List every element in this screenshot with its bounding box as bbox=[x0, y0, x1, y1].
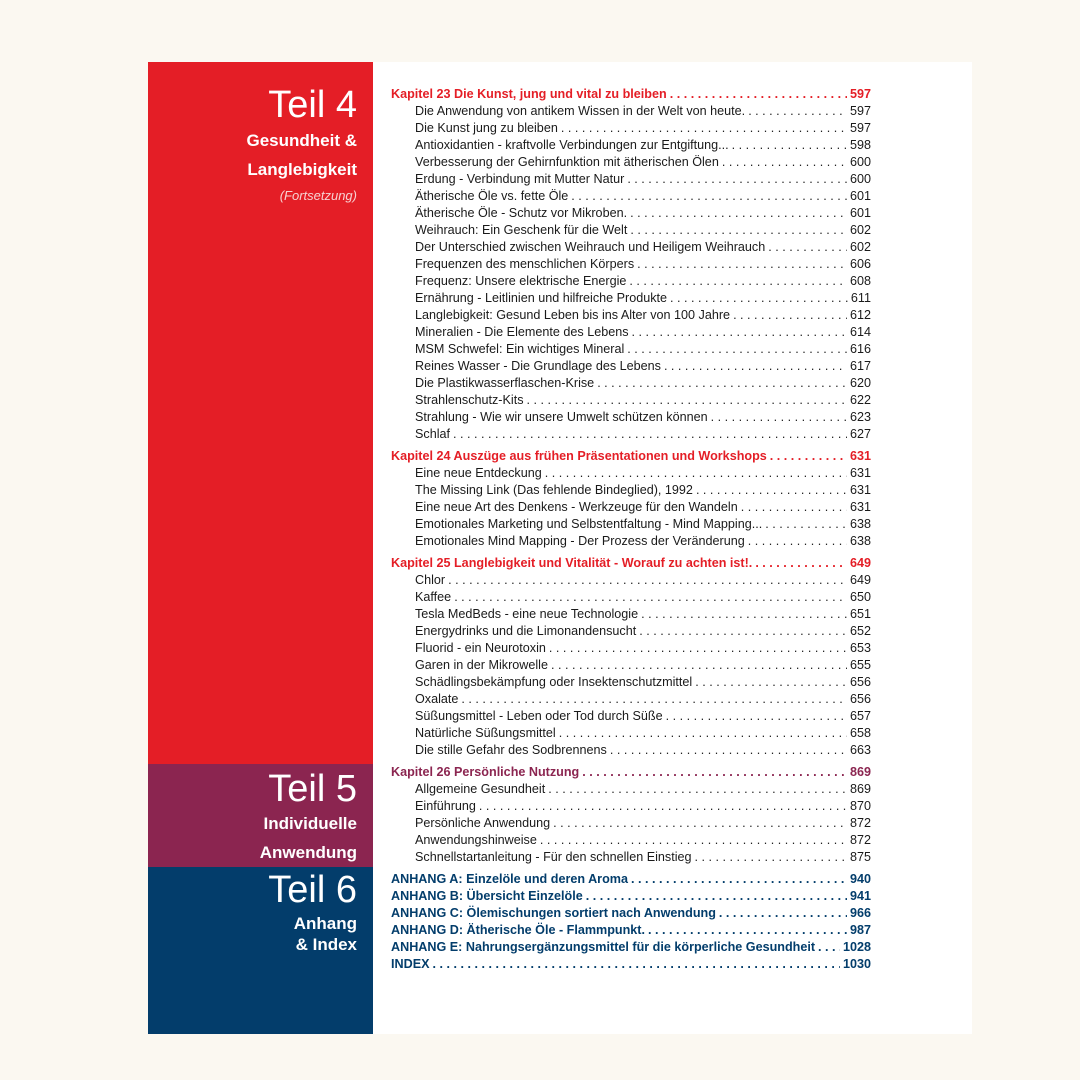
toc-entry-page: 870 bbox=[849, 799, 871, 813]
toc-entry-page: 869 bbox=[849, 782, 871, 796]
dot-leader bbox=[586, 889, 847, 904]
appendix-entry-title: INDEX bbox=[391, 957, 430, 971]
toc-entry-title: Anwendungshinweise bbox=[415, 833, 537, 847]
toc-entry-page: 631 bbox=[849, 500, 871, 514]
toc-entry-page: 616 bbox=[849, 342, 871, 356]
dot-leader bbox=[748, 104, 847, 119]
dot-leader bbox=[551, 658, 847, 673]
part5-subtitle-line1: Individuelle bbox=[263, 814, 357, 833]
dot-leader bbox=[733, 308, 847, 323]
dot-leader bbox=[549, 641, 847, 656]
dot-leader bbox=[637, 257, 847, 272]
dot-leader bbox=[722, 155, 847, 170]
toc-entry-page: 612 bbox=[849, 308, 871, 322]
dot-leader bbox=[582, 765, 847, 780]
toc-entry[interactable] bbox=[391, 391, 871, 408]
toc-entry-title: Strahlenschutz-Kits bbox=[415, 393, 524, 407]
appendix-entry-page: 1030 bbox=[842, 957, 871, 971]
toc-entry-title: Der Unterschied zwischen Weihrauch und Heiligem Weihrauch bbox=[415, 240, 766, 254]
toc-entry-title: Antioxidantien - kraftvolle Verbindungen zur Entgiftung... bbox=[415, 138, 729, 152]
appendix-entry[interactable] bbox=[391, 887, 871, 904]
dot-leader bbox=[696, 483, 847, 498]
toc-entry-page: 656 bbox=[849, 675, 871, 689]
toc-entry-page: 638 bbox=[849, 534, 871, 548]
toc-entry-page: 638 bbox=[849, 517, 871, 531]
toc-entry[interactable] bbox=[391, 741, 871, 758]
toc-entry[interactable] bbox=[391, 323, 871, 340]
toc-entry-page: 872 bbox=[849, 816, 871, 830]
toc-entry-page: 651 bbox=[849, 607, 871, 621]
toc-entry-page: 663 bbox=[849, 743, 871, 757]
dot-leader bbox=[454, 590, 847, 605]
toc-entry[interactable] bbox=[391, 724, 871, 741]
toc-entry[interactable] bbox=[391, 707, 871, 724]
toc-entry-title: Fluorid - ein Neurotoxin bbox=[415, 641, 546, 655]
appendix-entry-page: 987 bbox=[849, 923, 871, 937]
toc-entry-page: 622 bbox=[849, 393, 871, 407]
toc-entry-page: 658 bbox=[849, 726, 871, 740]
toc-entry[interactable] bbox=[391, 498, 871, 515]
toc-entry-title: Die Plastikwasserflaschen-Krise bbox=[415, 376, 595, 390]
dot-leader bbox=[559, 726, 847, 741]
toc-entry-page: 631 bbox=[849, 483, 871, 497]
dot-leader bbox=[719, 906, 847, 921]
toc-entry-title: The Missing Link (Das fehlende Bindeglied), 1992 bbox=[415, 483, 693, 497]
toc-entry-page: 611 bbox=[850, 291, 871, 305]
part4-continuation-note: (Fortsetzung) bbox=[279, 188, 357, 203]
toc-entry[interactable] bbox=[391, 464, 871, 481]
dot-leader bbox=[540, 833, 847, 848]
dot-leader bbox=[453, 427, 847, 442]
toc-entry-title: Oxalate bbox=[415, 692, 459, 706]
toc-entry-title: Verbesserung der Gehirnfunktion mit ätherischen Ölen bbox=[415, 155, 719, 169]
chapter-heading-ch24[interactable] bbox=[391, 447, 871, 464]
dot-leader bbox=[648, 923, 847, 938]
toc-entry[interactable] bbox=[391, 622, 871, 639]
toc-entry-page: 623 bbox=[849, 410, 871, 424]
appendix-entry-title: ANHANG A: Einzelöle und deren Aroma bbox=[391, 872, 628, 886]
toc-entry[interactable] bbox=[391, 588, 871, 605]
dot-leader bbox=[527, 393, 847, 408]
appendix-entry-page: 940 bbox=[849, 872, 871, 886]
dot-leader bbox=[666, 709, 847, 724]
toc-entry[interactable] bbox=[391, 814, 871, 831]
toc-entry-title: Einführung bbox=[415, 799, 476, 813]
toc-entry[interactable] bbox=[391, 532, 871, 549]
toc-entry-title: Die Kunst jung zu bleiben bbox=[415, 121, 558, 135]
toc-entry-title: Eine neue Art des Denkens - Werkzeuge für den Wandeln bbox=[415, 500, 738, 514]
toc-entry[interactable] bbox=[391, 831, 871, 848]
toc-entry-title: Ätherische Öle - Schutz vor Mikroben. bbox=[415, 206, 628, 220]
dot-leader bbox=[670, 87, 847, 102]
dot-leader bbox=[630, 223, 847, 238]
toc-entry-page: 649 bbox=[849, 573, 871, 587]
toc-entry[interactable] bbox=[391, 374, 871, 391]
toc-entry-title: Die Anwendung von antikem Wissen in der Welt von heute. bbox=[415, 104, 746, 118]
toc-entry[interactable] bbox=[391, 187, 871, 204]
toc-entry-title: Weihrauch: Ein Geschenk für die Welt bbox=[415, 223, 628, 237]
toc-entry-title: Ernährung - Leitlinien und hilfreiche Produkte bbox=[415, 291, 668, 305]
toc-entry-page: 602 bbox=[849, 223, 871, 237]
appendix-entry[interactable] bbox=[391, 955, 871, 972]
toc-entry[interactable] bbox=[391, 515, 871, 532]
toc-entry[interactable] bbox=[391, 481, 871, 498]
appendix-entry-page: 1028 bbox=[842, 940, 871, 954]
toc-entry-page: 653 bbox=[849, 641, 871, 655]
part5-title: Teil 5 bbox=[268, 768, 357, 810]
toc-entry[interactable] bbox=[391, 425, 871, 442]
toc-entry[interactable] bbox=[391, 119, 871, 136]
part6-subtitle-line2: & Index bbox=[295, 935, 357, 954]
toc-entry[interactable] bbox=[391, 102, 871, 119]
dot-leader bbox=[627, 342, 847, 357]
toc-entry-title: MSM Schwefel: Ein wichtiges Mineral bbox=[415, 342, 625, 356]
toc-entry-page: 657 bbox=[849, 709, 871, 723]
dot-leader bbox=[630, 206, 847, 221]
dot-leader bbox=[748, 534, 847, 549]
toc-entry[interactable] bbox=[391, 136, 871, 153]
toc-entry-title: Persönliche Anwendung bbox=[415, 816, 551, 830]
dot-leader bbox=[741, 500, 847, 515]
part5-band bbox=[148, 764, 373, 867]
toc-entry-title: Schädlingsbekämpfung oder Insektenschutzmittel bbox=[415, 675, 693, 689]
dot-leader bbox=[664, 359, 847, 374]
dot-leader bbox=[545, 466, 847, 481]
toc-entry-page: 655 bbox=[849, 658, 871, 672]
toc-entry[interactable] bbox=[391, 408, 871, 425]
toc-entry-page: 600 bbox=[849, 172, 871, 186]
toc-entry-page: 597 bbox=[849, 104, 871, 118]
toc-entry-page: 608 bbox=[849, 274, 871, 288]
toc-entry[interactable] bbox=[391, 673, 871, 690]
chapter-heading-ch26-page: 869 bbox=[849, 765, 871, 779]
chapter-heading-ch25-title: Kapitel 25 Langlebigkeit und Vitalität - Worauf zu achten ist!. bbox=[391, 556, 753, 570]
toc-entry[interactable] bbox=[391, 780, 871, 797]
toc-entry[interactable] bbox=[391, 238, 871, 255]
toc-entry[interactable] bbox=[391, 571, 871, 588]
toc-entry[interactable] bbox=[391, 221, 871, 238]
toc-entry[interactable] bbox=[391, 656, 871, 673]
toc-entry[interactable] bbox=[391, 204, 871, 221]
toc-entry[interactable] bbox=[391, 639, 871, 656]
toc-entry[interactable] bbox=[391, 306, 871, 323]
toc-entry-page: 597 bbox=[849, 121, 871, 135]
toc-entry-page: 600 bbox=[849, 155, 871, 169]
appendix-entry-title: ANHANG E: Nahrungsergänzungsmittel für die körperliche Gesundheit bbox=[391, 940, 816, 954]
dot-leader bbox=[695, 675, 847, 690]
toc-entry[interactable] bbox=[391, 340, 871, 357]
toc-entry-title: Süßungsmittel - Leben oder Tod durch Süße bbox=[415, 709, 663, 723]
chapter-heading-ch23[interactable] bbox=[391, 85, 871, 102]
toc-entry-title: Mineralien - Die Elemente des Lebens bbox=[415, 325, 629, 339]
part4-subtitle-line1: Gesundheit & bbox=[246, 131, 357, 150]
toc-entry[interactable] bbox=[391, 690, 871, 707]
chapter-heading-ch23-title: Kapitel 23 Die Kunst, jung und vital zu bleiben bbox=[391, 87, 667, 101]
part4-subtitle-line2: Langlebigkeit bbox=[247, 160, 357, 179]
toc-entry[interactable] bbox=[391, 153, 871, 170]
toc-entry[interactable] bbox=[391, 289, 871, 306]
toc-entry-title: Schlaf bbox=[415, 427, 451, 441]
dot-leader bbox=[479, 799, 847, 814]
toc-entry[interactable] bbox=[391, 272, 871, 289]
toc-entry-title: Natürliche Süßungsmittel bbox=[415, 726, 556, 740]
dot-leader bbox=[597, 376, 847, 391]
dot-leader bbox=[627, 172, 847, 187]
dot-leader bbox=[768, 240, 847, 255]
toc-entry-title: Reines Wasser - Die Grundlage des Lebens bbox=[415, 359, 661, 373]
toc-entry[interactable] bbox=[391, 848, 871, 865]
toc-entry-title: Chlor bbox=[415, 573, 446, 587]
toc-entry-title: Kaffee bbox=[415, 590, 452, 604]
dot-leader bbox=[561, 121, 847, 136]
appendix-entry-title: ANHANG C: Ölemischungen sortiert nach Anwendung bbox=[391, 906, 716, 920]
toc-entry-title: Garen in der Mikrowelle bbox=[415, 658, 548, 672]
toc-entry-title: Emotionales Mind Mapping - Der Prozess der Veränderung bbox=[415, 534, 745, 548]
part5-subtitle-line2: Anwendung bbox=[259, 843, 357, 862]
dot-leader bbox=[765, 517, 847, 532]
dot-leader bbox=[818, 940, 840, 955]
toc-entry-title: Emotionales Marketing und Selbstentfaltung - Mind Mapping... bbox=[415, 517, 763, 531]
toc-entry-title: Allgemeine Gesundheit bbox=[415, 782, 546, 796]
book-page bbox=[148, 62, 972, 1034]
toc-entry-page: 627 bbox=[849, 427, 871, 441]
dot-leader bbox=[641, 607, 847, 622]
toc-entry-title: Strahlung - Wie wir unsere Umwelt schützen können bbox=[415, 410, 708, 424]
toc-entry[interactable] bbox=[391, 170, 871, 187]
dot-leader bbox=[632, 325, 847, 340]
chapter-heading-ch23-page: 597 bbox=[849, 87, 871, 101]
toc-entry[interactable] bbox=[391, 605, 871, 622]
toc-entry[interactable] bbox=[391, 255, 871, 272]
toc-entry-page: 598 bbox=[849, 138, 871, 152]
part6-band bbox=[148, 867, 373, 1034]
chapter-heading-ch24-title: Kapitel 24 Auszüge aus frühen Präsentationen und Workshops bbox=[391, 449, 767, 463]
toc-entry[interactable] bbox=[391, 357, 871, 374]
toc-entry-page: 875 bbox=[849, 850, 871, 864]
toc-entry-page: 601 bbox=[849, 206, 871, 220]
toc-entry-title: Langlebigkeit: Gesund Leben bis ins Alter von 100 Jahre bbox=[415, 308, 731, 322]
dot-leader bbox=[571, 189, 847, 204]
dot-leader bbox=[433, 957, 840, 972]
toc-entry-title: Eine neue Entdeckung bbox=[415, 466, 542, 480]
dot-leader bbox=[695, 850, 847, 865]
dot-leader bbox=[670, 291, 848, 306]
chapter-heading-ch25[interactable] bbox=[391, 554, 871, 571]
toc-entry-page: 606 bbox=[849, 257, 871, 271]
toc-entry-page: 601 bbox=[849, 189, 871, 203]
toc-entry-page: 614 bbox=[849, 325, 871, 339]
toc-entry-title: Schnellstartanleitung - Für den schnellen Einstieg bbox=[415, 850, 692, 864]
appendix-entry-title: ANHANG B: Übersicht Einzelöle bbox=[391, 889, 583, 903]
toc-entry-title: Erdung - Verbindung mit Mutter Natur bbox=[415, 172, 625, 186]
toc-entry[interactable] bbox=[391, 797, 871, 814]
toc-entry-title: Energydrinks und die Limonandensucht bbox=[415, 624, 637, 638]
chapter-heading-ch26[interactable] bbox=[391, 763, 871, 780]
appendix-entry-page: 941 bbox=[849, 889, 871, 903]
dot-leader bbox=[770, 449, 847, 464]
toc-entry-title: Frequenz: Unsere elektrische Energie bbox=[415, 274, 627, 288]
toc-entry-page: 650 bbox=[849, 590, 871, 604]
part6-title: Teil 6 bbox=[268, 869, 357, 911]
toc-entry-page: 652 bbox=[849, 624, 871, 638]
dot-leader bbox=[711, 410, 847, 425]
appendix-entry[interactable] bbox=[391, 904, 871, 921]
toc-entry-page: 620 bbox=[849, 376, 871, 390]
chapter-heading-ch25-page: 649 bbox=[849, 556, 871, 570]
appendix-entry[interactable] bbox=[391, 921, 871, 938]
toc-entry-title: Frequenzen des menschlichen Körpers bbox=[415, 257, 635, 271]
toc-entry-title: Ätherische Öle vs. fette Öle bbox=[415, 189, 569, 203]
toc-entry-page: 617 bbox=[849, 359, 871, 373]
dot-leader bbox=[732, 138, 847, 153]
appendix-entry[interactable] bbox=[391, 938, 871, 955]
appendix-entry[interactable] bbox=[391, 870, 871, 887]
toc-entry-title: Die stille Gefahr des Sodbrennens bbox=[415, 743, 607, 757]
dot-leader bbox=[448, 573, 847, 588]
dot-leader bbox=[629, 274, 847, 289]
part6-subtitle-line1: Anhang bbox=[293, 914, 357, 933]
toc-entry-page: 656 bbox=[849, 692, 871, 706]
toc-entry-page: 631 bbox=[849, 466, 871, 480]
dot-leader bbox=[639, 624, 847, 639]
dot-leader bbox=[631, 872, 847, 887]
dot-leader bbox=[553, 816, 847, 831]
appendix-entry-title: ANHANG D: Ätherische Öle - Flammpunkt. bbox=[391, 923, 646, 937]
chapter-heading-ch26-title: Kapitel 26 Persönliche Nutzung bbox=[391, 765, 580, 779]
toc-entry-page: 602 bbox=[849, 240, 871, 254]
dot-leader bbox=[755, 556, 847, 571]
toc-entry-page: 872 bbox=[849, 833, 871, 847]
part4-title: Teil 4 bbox=[268, 84, 357, 126]
dot-leader bbox=[610, 743, 847, 758]
appendix-entry-page: 966 bbox=[849, 906, 871, 920]
chapter-heading-ch24-page: 631 bbox=[849, 449, 871, 463]
dot-leader bbox=[548, 782, 847, 797]
toc-entry-title: Tesla MedBeds - eine neue Technologie bbox=[415, 607, 639, 621]
dot-leader bbox=[461, 692, 847, 707]
part4-band bbox=[148, 62, 373, 764]
